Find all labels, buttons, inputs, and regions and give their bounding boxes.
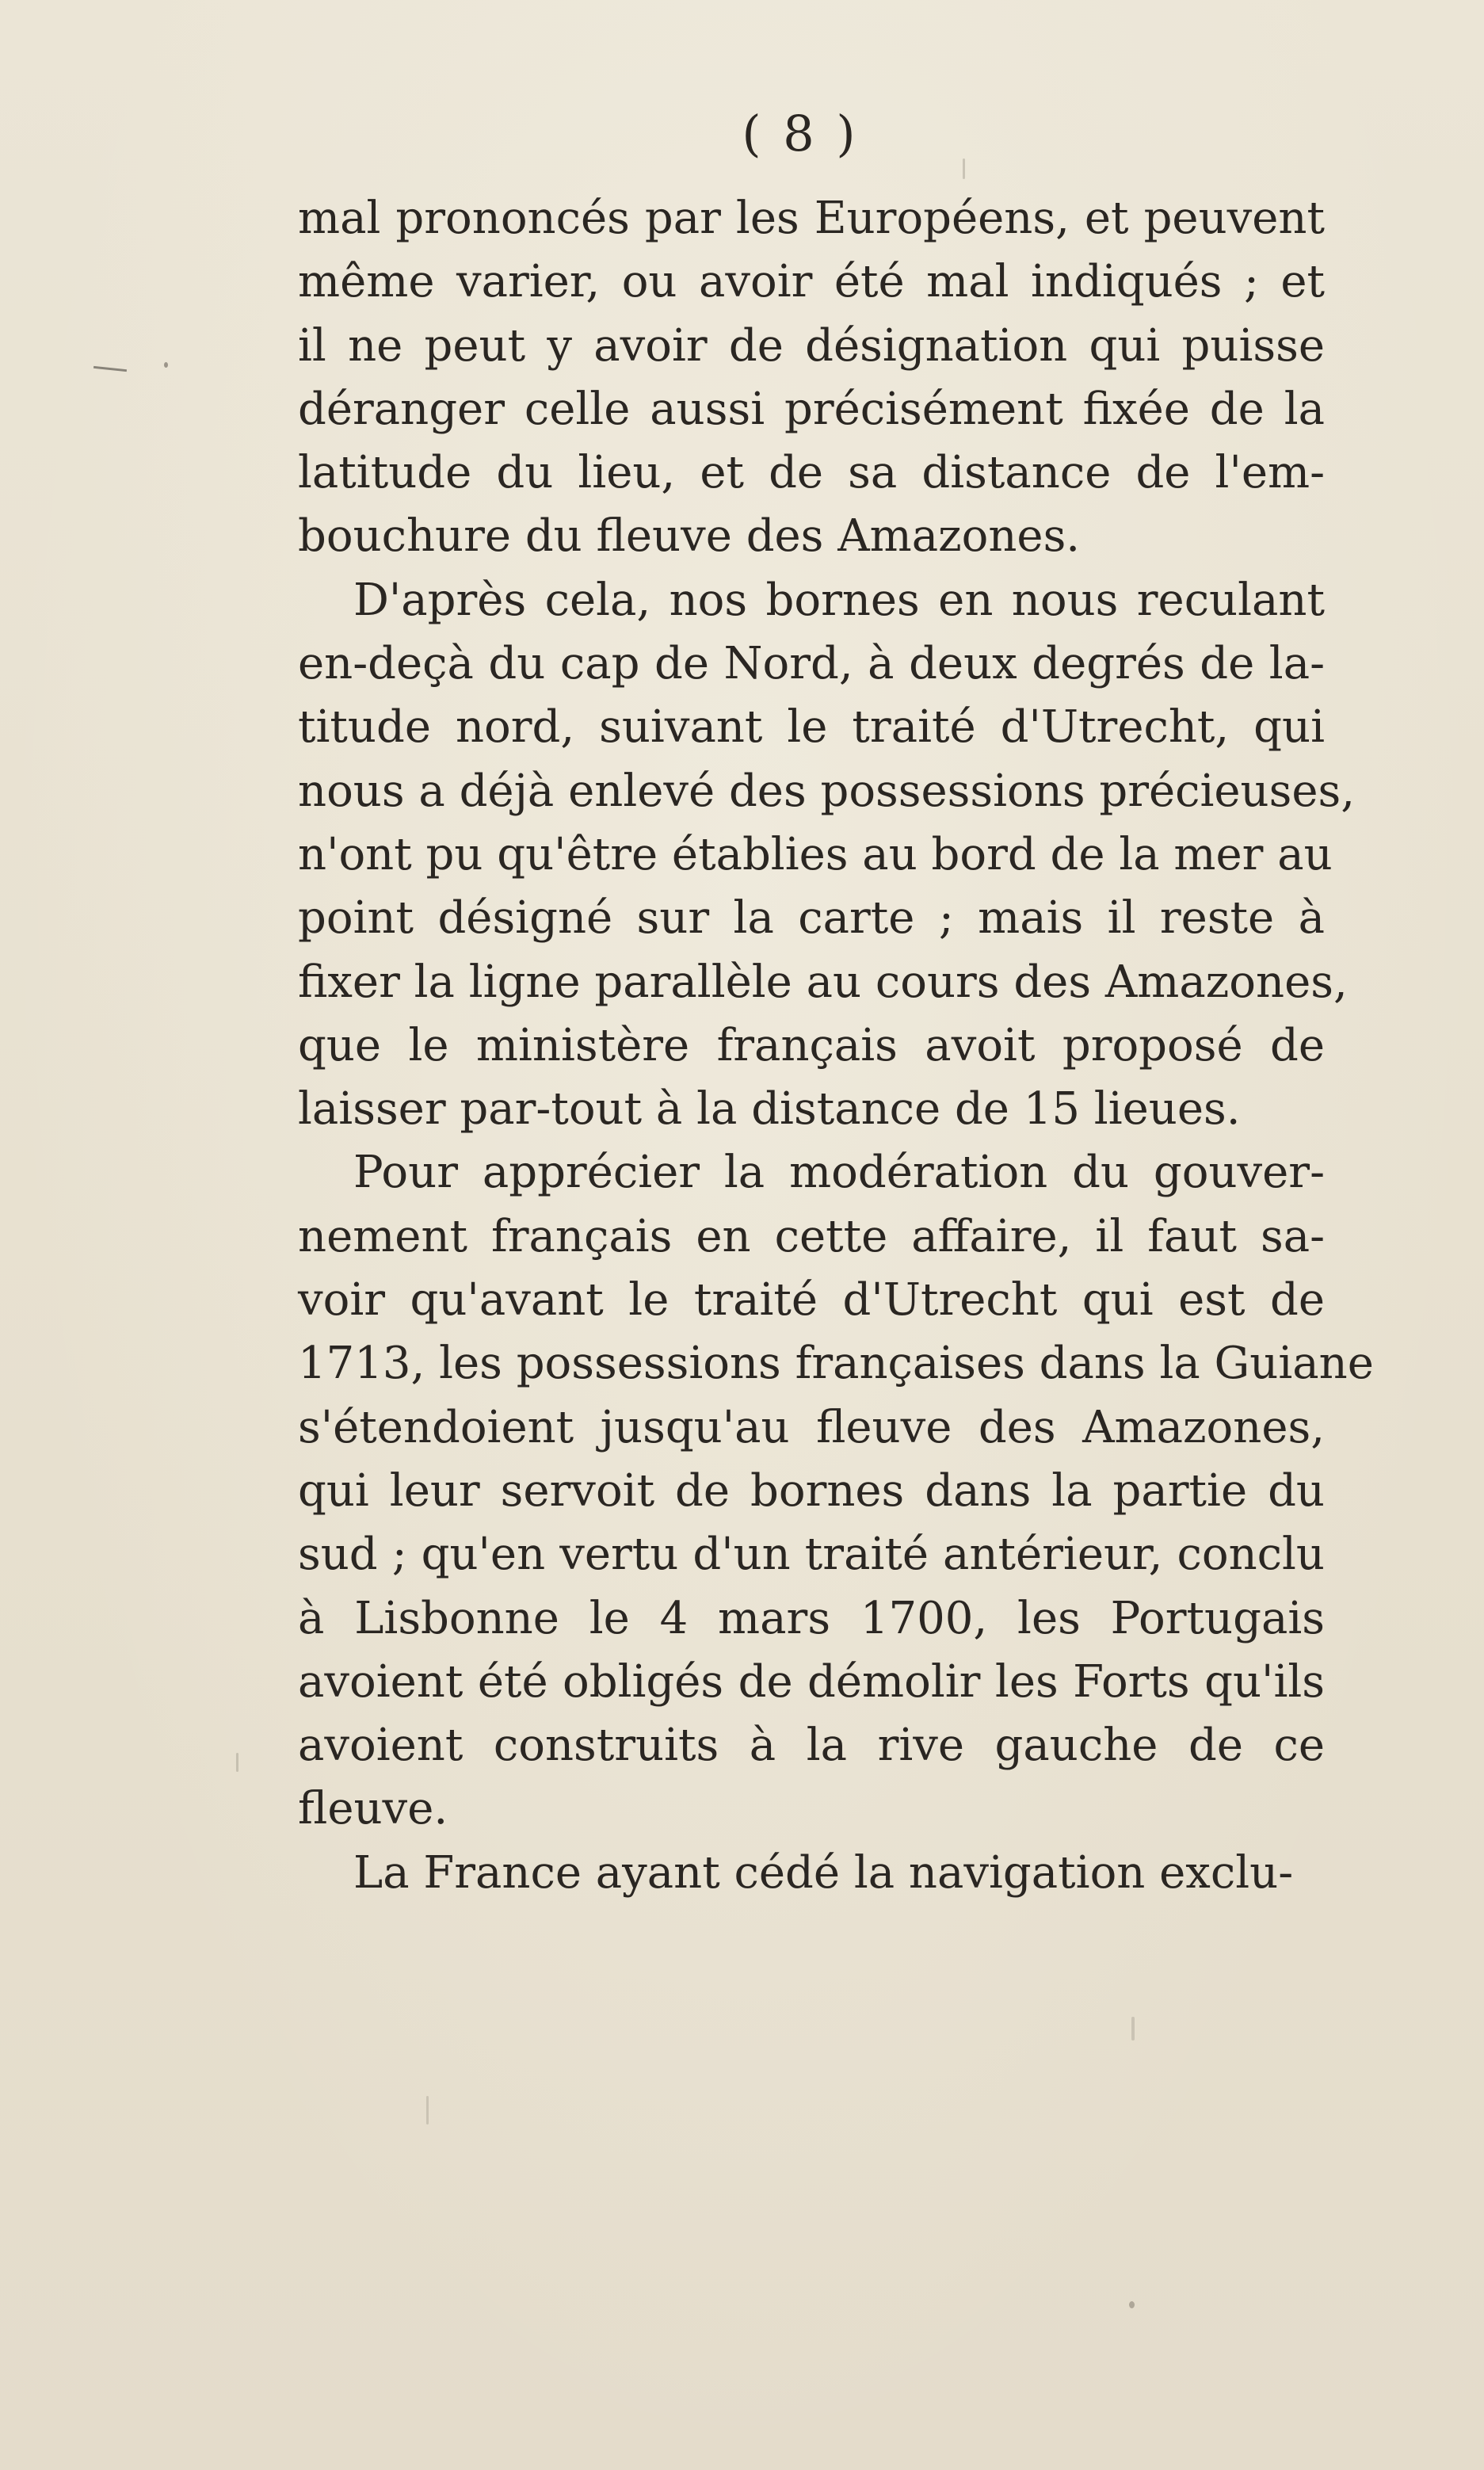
text-line: laisser par-tout à la distance de 15 lieues.	[298, 1083, 1241, 1136]
text-line: déranger celle aussi précisément fixée de la	[298, 383, 1325, 435]
text-line: fleuve.	[298, 1783, 448, 1835]
text-line: qui leur servoit de bornes dans la partie du	[298, 1464, 1325, 1517]
paper-speck	[963, 158, 965, 179]
text-line: s'étendoient jusqu'au fleuve des Amazones,	[298, 1401, 1325, 1453]
paper-speck	[426, 2096, 429, 2125]
text-line: même varier, ou avoir été mal indiqués ; et	[298, 256, 1325, 308]
text-line: n'ont pu qu'être établies au bord de la mer au	[298, 828, 1333, 880]
text-line: point désigné sur la carte ; mais il reste à	[298, 892, 1325, 945]
paper-speck	[1131, 2017, 1135, 2041]
paper-speck	[236, 1753, 238, 1772]
text-line: Pour apprécier la modération du gouver-	[353, 1147, 1325, 1199]
text-line: nement français en cette affaire, il faut sa-	[298, 1210, 1325, 1262]
margin-dot	[164, 362, 168, 368]
text-line: voir qu'avant le traité d'Utrecht qui est de	[298, 1274, 1325, 1327]
text-line: bouchure du fleuve des Amazones.	[298, 510, 1081, 563]
text-line: avoient été obligés de démolir les Forts qu'ils	[298, 1655, 1325, 1708]
text-line: nous a déjà enlevé des possessions précieuses,	[298, 765, 1356, 817]
text-line: 1713, les possessions françaises dans la Guiane	[298, 1338, 1374, 1390]
text-line: mal prononcés par les Européens, et peuvent	[298, 193, 1325, 244]
text-line: fixer la ligne parallèle au cours des Amazones,	[298, 956, 1348, 1008]
text-line: il ne peut y avoir de désignation qui puisse	[298, 319, 1325, 372]
text-line: D'après cela, nos bornes en nous reculant	[353, 574, 1325, 626]
text-line: que le ministère français avoit proposé de	[298, 1019, 1325, 1071]
body-text	[298, 187, 1374, 1905]
text-line: sud ; qu'en vertu d'un traité antérieur, conclu	[298, 1529, 1325, 1581]
text-line: latitude du lieu, et de sa distance de l'em-	[298, 447, 1325, 499]
text-line: en-deçà du cap de Nord, à deux degrés de la-	[298, 638, 1325, 690]
text-line: titude nord, suivant le traité d'Utrecht, qui	[298, 701, 1325, 754]
text-line: La France ayant cédé la navigation exclu-	[353, 1846, 1294, 1899]
text-line: à Lisbonne le 4 mars 1700, les Portugais	[298, 1592, 1325, 1644]
text-line: avoient construits à la rive gauche de ce	[298, 1720, 1325, 1772]
margin-mark	[93, 366, 127, 372]
page-number: ( 8 )	[742, 105, 859, 162]
paper-speck	[1129, 2301, 1135, 2308]
